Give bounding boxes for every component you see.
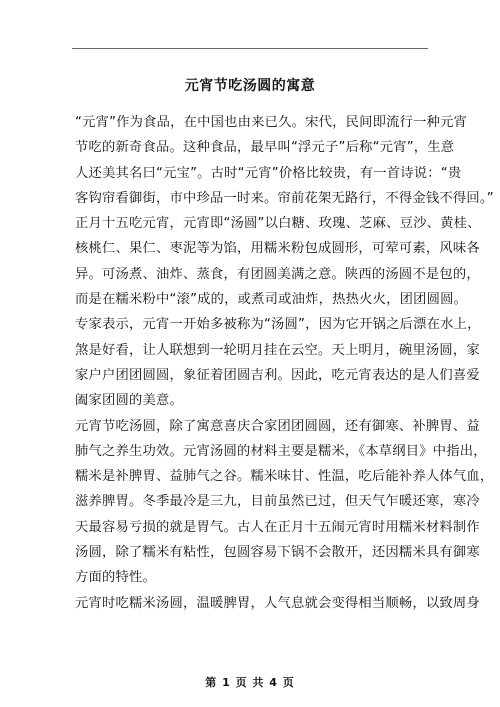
- body-line: 异。可汤煮、油炸、蒸食，有团圆美满之意。陕西的汤圆不是包的，: [75, 266, 480, 282]
- body-line: 专家表示，元宵一开始多被称为“汤圆”，因为它开锅之后漂在水上，: [75, 317, 481, 333]
- header-rule: [72, 48, 428, 49]
- body-line: 核桃仁、果仁、枣泥等为馅，用糯米粉包成圆形，可荤可素，风味各: [75, 241, 480, 257]
- body-line: “元宵”作为食品，在中国也由来已久。宋代，民间即流行一种元宵: [75, 115, 468, 130]
- page-number: 第 1 页 共 4 页: [205, 676, 295, 689]
- body-line: 家户户团团圆圆，象征着团圆吉利。因此，吃元宵表达的是人们喜爱: [75, 367, 480, 383]
- body-line: 正月十五吃元宵，元宵即“汤圆”以白糖、玫瑰、芝麻、豆沙、黄桂、: [75, 216, 481, 232]
- body-line: 汤圆，除了糯米有粘性，包圆容易下锅不会散开，还因糯米具有御寒: [75, 545, 480, 561]
- body-line: 滋养脾胃。冬季最冷是三九，目前虽然已过，但天气乍暖还寒，寒冷: [75, 494, 480, 510]
- body-line: 客钩帘看御街，市中珍品一时来。帘前花架无路行，不得金钱不得回。”: [75, 190, 494, 206]
- body-line: 阖家团圆的美意。: [75, 393, 183, 409]
- body-line: 元宵节吃汤圆，除了寓意喜庆合家团团圆圆，还有御寒、补脾胃、益: [75, 418, 480, 434]
- body-line: 人还美其名曰“元宝”。古时“元宵”价格比较贵，有一首诗说：“贵: [75, 165, 462, 181]
- body-line: 方面的特性。: [75, 570, 156, 586]
- document-body: [75, 110, 494, 616]
- body-line: 而是在糯米粉中“滚”成的，或煮司或油炸，热热火火，团团圆圆。: [75, 292, 468, 308]
- body-line: 元宵时吃糯米汤圆，温暖脾胃，人气息就会变得相当顺畅，以致周身: [75, 595, 480, 611]
- document-title: 元宵节吃汤圆的寓意: [184, 78, 316, 94]
- body-line: 糯米是补脾胃、益肺气之谷。糯米味甘、性温，吃后能补养人体气血，: [75, 469, 494, 485]
- body-line: 煞是好看，让人联想到一轮明月挂在云空。天上明月，碗里汤圆，家: [75, 342, 480, 358]
- body-line: 肺气之养生功效。元宵汤圆的材料主要是糯米，《本草纲目》中指出，: [75, 443, 487, 459]
- body-line: 节吃的新奇食品。这种食品，最早叫“浮元子”后称“元宵”，生意: [75, 140, 455, 156]
- body-line: 天最容易亏损的就是胃气。古人在正月十五闹元宵时用糯米材料制作: [75, 519, 480, 535]
